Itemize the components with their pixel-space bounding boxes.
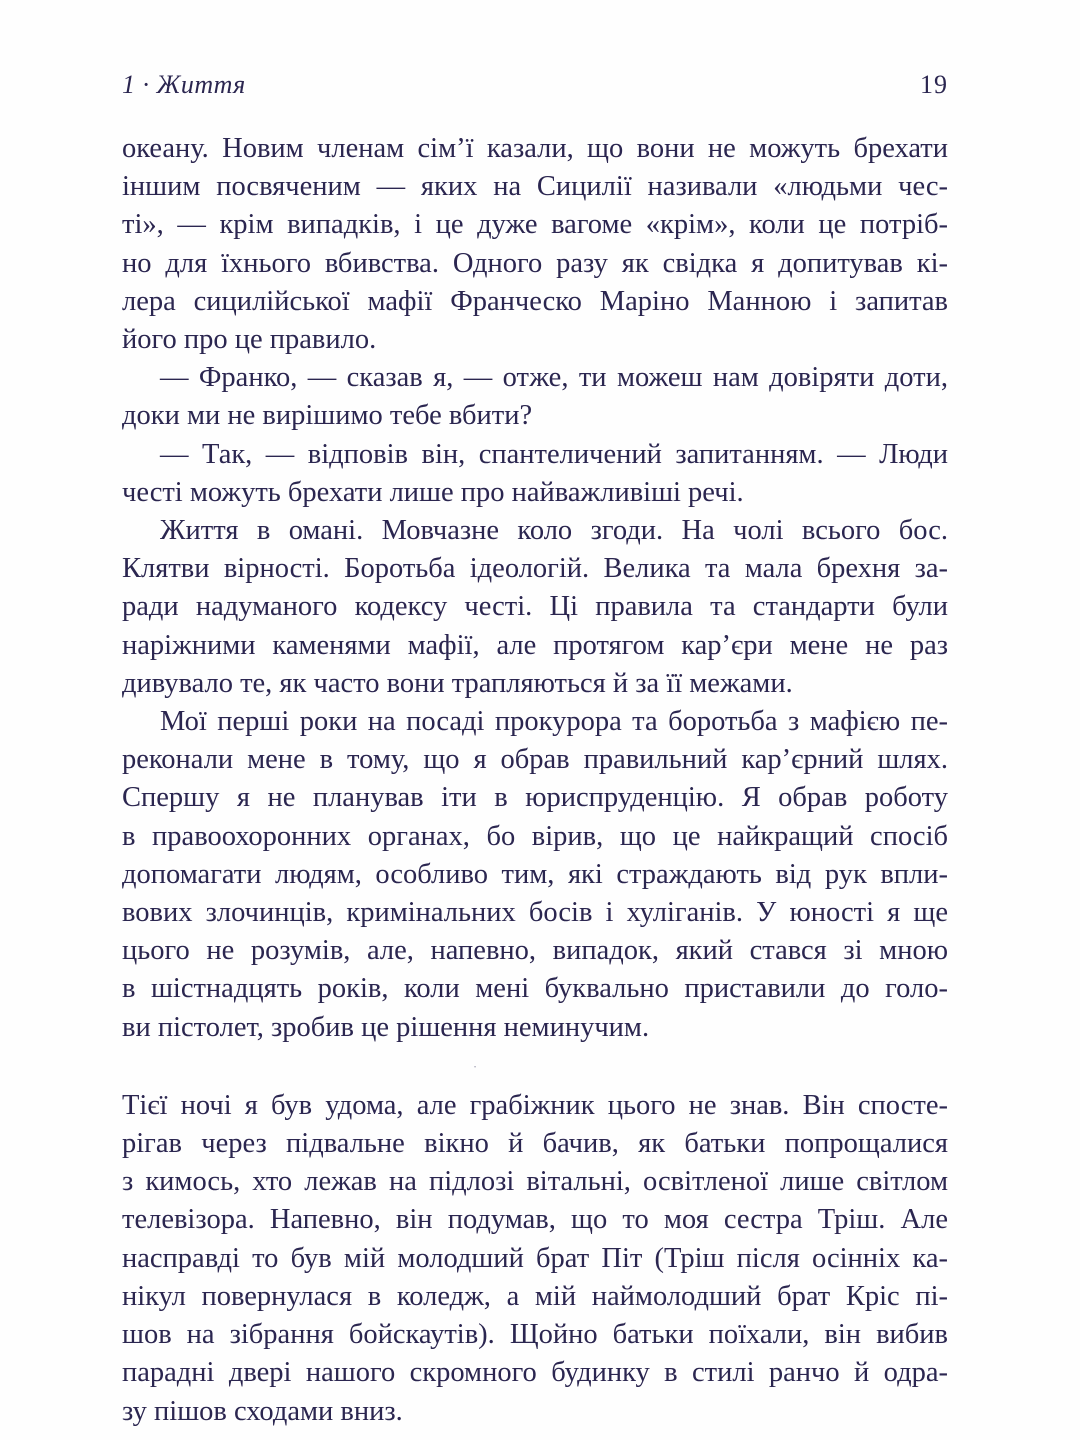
running-header xyxy=(122,70,948,106)
text-line: ви пістолет, зробив це рішення неминучим. xyxy=(122,1011,650,1043)
paragraph xyxy=(122,1087,948,1431)
text-line: насправді то був мій молодший брат Піт (Тріш після осінніх ка- xyxy=(122,1242,948,1274)
paragraph xyxy=(122,436,948,512)
text-line: телевізора. Напевно, він подумав, що то моя сестра Тріш. Але xyxy=(122,1204,948,1236)
section-break-mark: · xyxy=(472,1059,478,1075)
paragraph xyxy=(122,359,948,435)
text-line: з кимось, хто лежав на підлозі вітальні, освітленої лише світлом xyxy=(122,1166,948,1198)
section-break xyxy=(122,1047,948,1087)
text-line: Тієї ночі я був удома, але грабіжник цього не знав. Він спосте- xyxy=(122,1089,948,1121)
text-line: — Франко, — сказав я, — отже, ти можеш нам довіряти доти, xyxy=(160,362,948,394)
text-line: Мої перші роки на посаді прокурора та боротьба з мафією пе- xyxy=(160,706,948,738)
page-number: 19 xyxy=(920,70,948,99)
text-line: Життя в омані. Мовчазне коло згоди. На чолі всього бос. xyxy=(160,515,948,547)
text-line: доки ми не вирішимо тебе вбити? xyxy=(122,400,533,432)
text-line: його про це правило. xyxy=(122,324,377,356)
text-line: допомагати людям, особливо тим, які страждають від рук впли- xyxy=(122,858,948,890)
text-line: ті», — крім випадків, і це дуже вагоме «крім», коли це потріб- xyxy=(122,209,948,241)
text-line: цього не розумів, але, напевно, випадок, який стався зі мною xyxy=(122,935,948,967)
text-line: дивувало те, як часто вони трапляються й за її межами. xyxy=(122,667,793,699)
text-line: лера сицилійської мафії Франческо Маріно Манною і запитав xyxy=(122,285,948,317)
text-line: океану. Новим членам сім’ї казали, що вони не можуть брехати xyxy=(122,133,948,164)
text-line: но для їхнього вбивства. Одного разу як свідка я допитував кі- xyxy=(122,247,948,279)
paragraph xyxy=(122,130,948,359)
text-line: ради надуманого кодексу честі. Ці правила та стандарти були xyxy=(122,591,948,623)
text-line: — Так, — відповів він, спантеличений запитанням. — Люди xyxy=(160,438,948,470)
text-line: в правоохоронних органах, бо вірив, що це найкращий спосіб xyxy=(122,820,948,852)
page-body xyxy=(122,130,948,1431)
paragraph xyxy=(122,512,948,703)
text-line: шов на зібрання бойскаутів). Щойно батьки поїхали, він вибив xyxy=(122,1319,948,1351)
text-line: честі можуть брехати лише про найважливіші речі. xyxy=(122,476,744,508)
text-line: зу пішов сходами вниз. xyxy=(122,1395,403,1427)
text-line: реконали мене в тому, що я обрав правильний кар’єрний шлях. xyxy=(122,744,948,776)
text-line: Спершу я не планував іти в юриспруденцію. Я обрав роботу xyxy=(122,782,948,814)
text-line: іншим посвяченим — яких на Сицилії називали «людьми чес- xyxy=(122,171,948,203)
text-line: в шістнадцять років, коли мені буквально приставили до голо- xyxy=(122,973,948,1005)
text-line: нікул повернулася в коледж, а мій наймолодший брат Кріс пі- xyxy=(122,1280,948,1312)
text-line: вових злочинців, кримінальних босів і хуліганів. У юності я ще xyxy=(122,897,948,929)
text-line: наріжними каменями мафії, але протягом кар’єри мене не раз xyxy=(122,629,948,661)
text-line: парадні двері нашого скромного будинку в стилі ранчо й одра- xyxy=(122,1357,948,1389)
chapter-header: 1 · Життя xyxy=(122,70,246,99)
text-line: Клятви вірності. Боротьба ідеологій. Велика та мала брехня за- xyxy=(122,553,948,585)
paragraph xyxy=(122,703,948,1047)
text-line: рігав через підвальне вікно й бачив, як батьки попрощалися xyxy=(122,1128,948,1160)
